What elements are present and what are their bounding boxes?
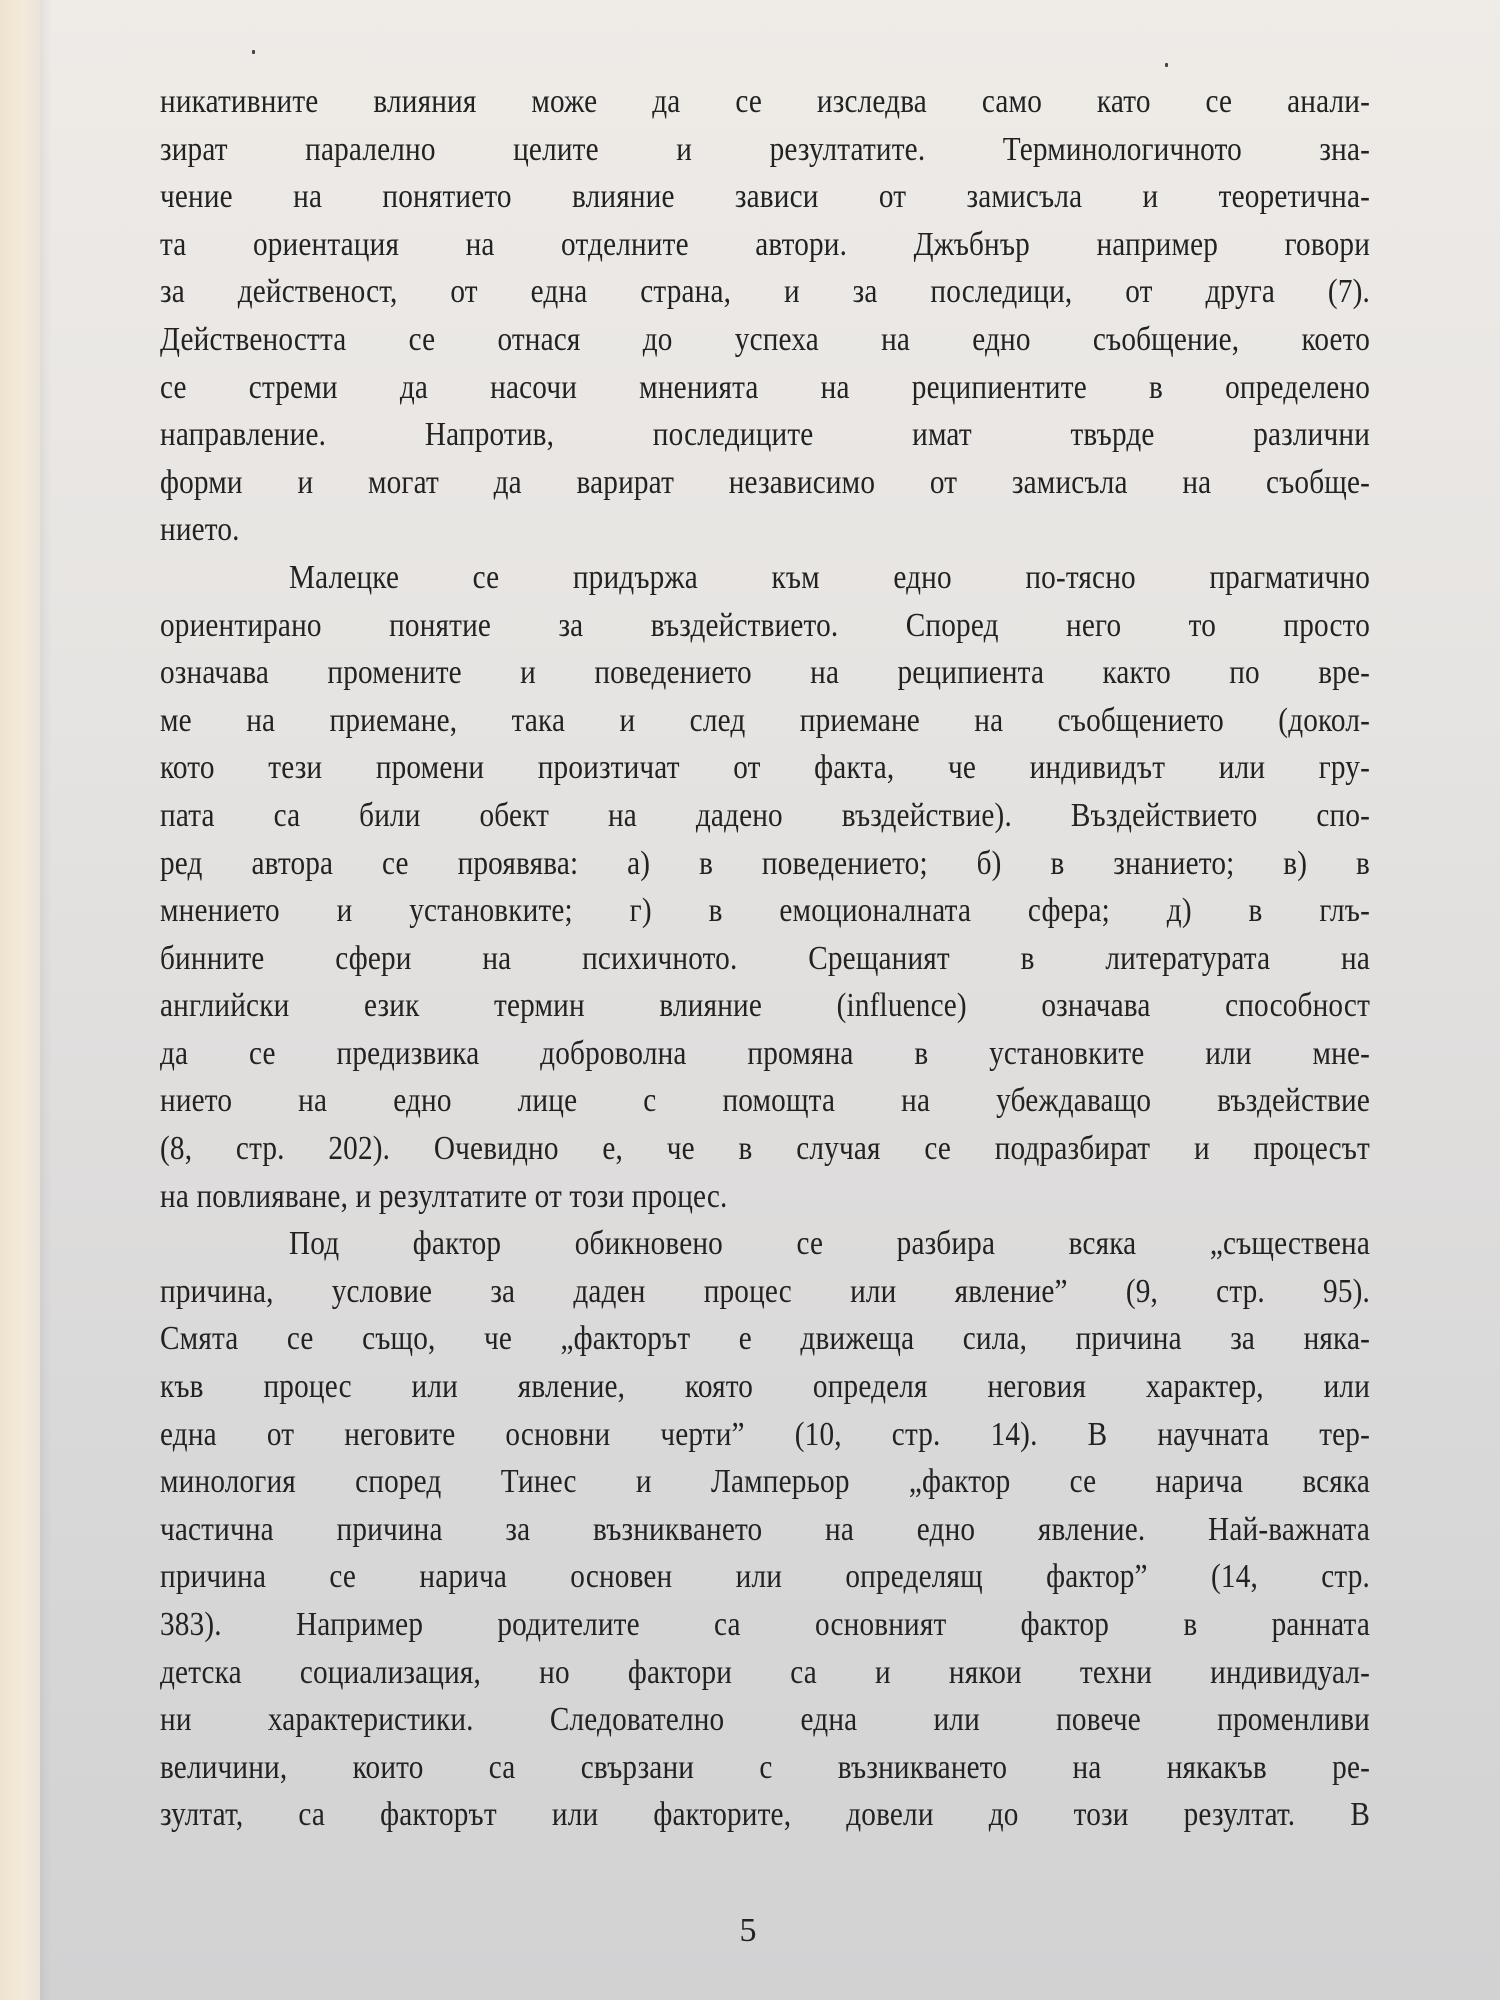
text-line: ни характеристики. Следователно една или повече променливи: [160, 1701, 1371, 1739]
text-line: нието на едно лице с помощта на убеждаващо въздействие: [160, 1082, 1371, 1120]
text-line: зират паралелно целите и резултатите. Терминологичното зна-: [160, 130, 1371, 168]
text-line: една от неговите основни черти” (10, стр. 14). В научната тер-: [160, 1415, 1371, 1453]
text-line: ориентирано понятие за въздействието. Според него то просто: [160, 606, 1371, 644]
text-line: частична причина за възникването на едно явление. Най-важната: [160, 1510, 1371, 1548]
text-line: къв процес или явление, която определя неговия характер, или: [160, 1368, 1371, 1406]
text-line: величини, които са свързани с възникването на някакъв ре-: [160, 1748, 1371, 1786]
print-speck: [1165, 63, 1168, 67]
paragraph: [160, 1220, 1370, 1839]
binding-shadow: [40, 0, 52, 2000]
text-line: Под фактор обикновено се разбира всяка „съществена: [289, 1225, 1371, 1263]
paragraph: [160, 554, 1370, 1220]
text-line: пата са били обект на дадено въздействие). Въздействието спо-: [160, 796, 1371, 834]
text-line: кото тези промени произтичат от факта, че индивидът или гру-: [160, 749, 1371, 787]
text-line: английски език термин влияние (influence) означава способност: [160, 987, 1371, 1025]
text-line: направление. Напротив, последиците имат твърде различни: [160, 416, 1371, 454]
text-line: детска социализация, но фактори са и някои техни индивидуал-: [160, 1653, 1371, 1691]
paragraph: [160, 78, 1370, 554]
text-line: причина се нарича основен или определящ фактор” (14, стр.: [160, 1558, 1371, 1596]
text-line: минология според Тинес и Ламперьор „фактор се нарича всяка: [160, 1463, 1371, 1501]
text-line: та ориентация на отделните автори. Джъбнър например говори: [160, 225, 1371, 263]
page-body-text: [160, 78, 1370, 1839]
text-line: форми и могат да варират независимо от замисъла на съобще-: [160, 463, 1371, 501]
text-line: Смята се също, че „факторът е движеща сила, причина за няка-: [160, 1320, 1371, 1358]
text-line: се стреми да насочи мненията на реципиентите в определено: [160, 368, 1371, 406]
text-line: означава промените и поведението на реципиента както по вре-: [160, 654, 1371, 692]
text-line: Малецке се придържа към едно по-тясно прагматично: [289, 558, 1371, 596]
text-line: нието.: [160, 511, 240, 549]
text-line: Действеността се отнася до успеха на едно съобщение, което: [160, 320, 1371, 358]
text-line: никативните влияния може да се изследва само като се анали-: [160, 83, 1371, 120]
text-line: да се предизвика доброволна промяна в установките или мне-: [160, 1034, 1371, 1072]
text-line: причина, условие за даден процес или явление” (9, стр. 95).: [160, 1272, 1371, 1310]
text-line: бинните сфери на психичното. Срещаният в литературата на: [160, 939, 1371, 977]
text-line: мнението и установките; г) в емоционалната сфера; д) в глъ-: [160, 892, 1371, 930]
text-line: за действеност, от една страна, и за последици, от друга (7).: [160, 273, 1371, 311]
page-number: 5: [739, 1912, 757, 1949]
text-line: (8, стр. 202). Очевидно е, че в случая се подразбират и процесът: [160, 1130, 1371, 1168]
text-line: ме на приемане, така и след приемане на съобщението (докол-: [160, 701, 1371, 739]
text-line: ред автора се проявява: а) в поведението; б) в знанието; в) в: [160, 844, 1371, 882]
text-line: на повлияване, и резултатите от този процес.: [160, 1177, 728, 1215]
print-speck: [252, 50, 255, 54]
book-binding-margin: [0, 0, 40, 2000]
text-line: зултат, са факторът или факторите, довели до този резултат. В: [160, 1796, 1371, 1834]
text-line: чение на понятието влияние зависи от замисъла и теоретична-: [160, 178, 1371, 216]
text-line: 383). Например родителите са основният фактор в ранната: [160, 1606, 1371, 1643]
